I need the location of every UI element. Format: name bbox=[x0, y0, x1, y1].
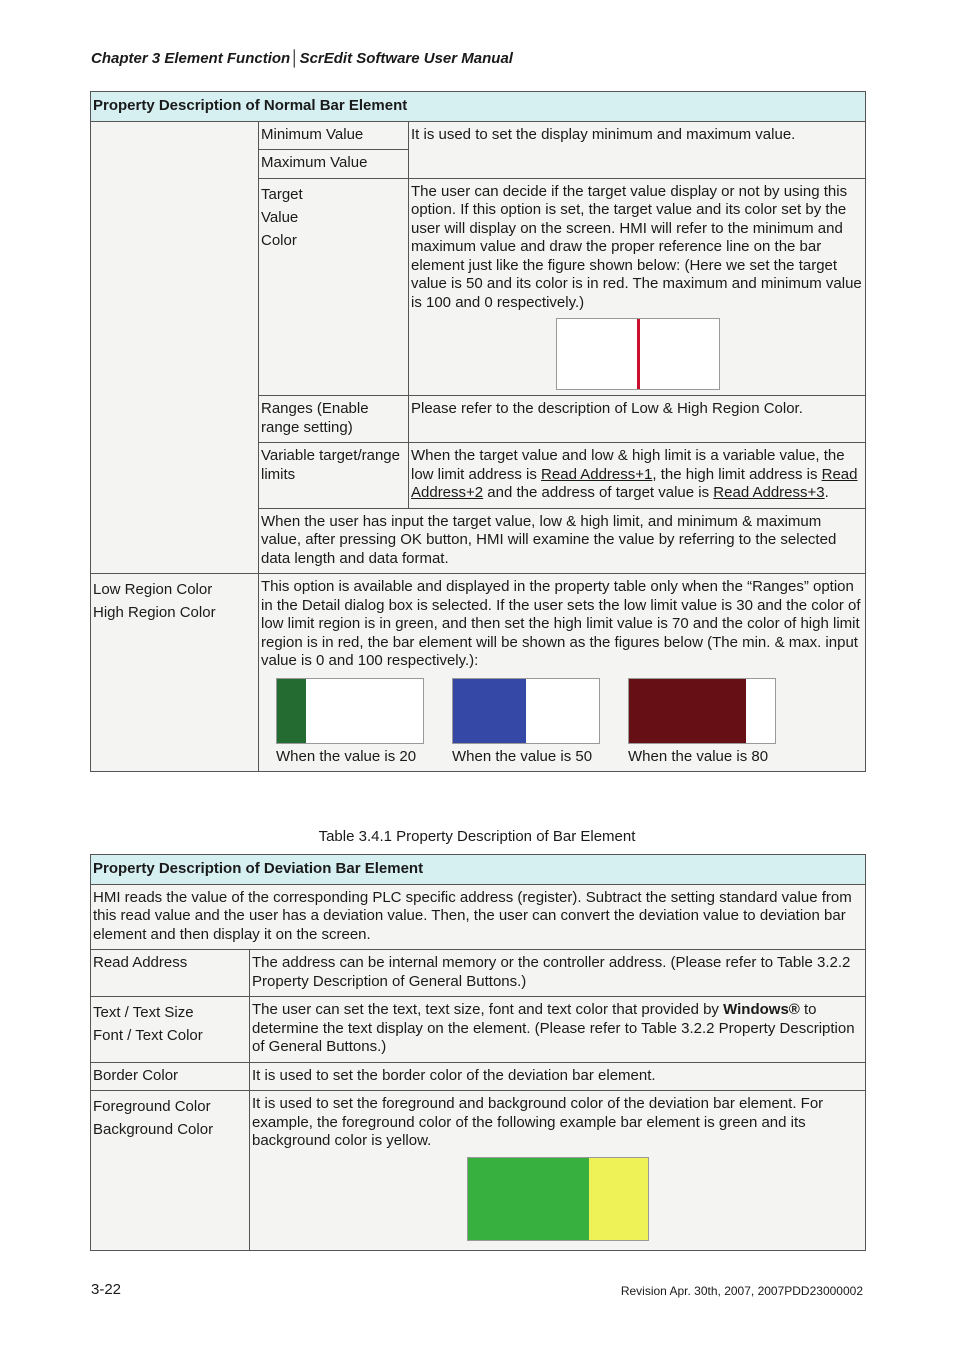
variable-limits-label: Variable target/range limits bbox=[259, 443, 409, 509]
region-example-bar bbox=[276, 678, 424, 744]
text-property-description bbox=[250, 997, 866, 1063]
background-label: Background Color bbox=[93, 1121, 214, 1138]
fg-bg-description-cell bbox=[250, 1091, 866, 1251]
ranges-label: Ranges (Enable range setting) bbox=[259, 396, 409, 443]
deviation-background bbox=[589, 1158, 648, 1240]
region-example bbox=[628, 678, 804, 767]
min-value-label: Minimum Value bbox=[259, 121, 409, 150]
deviation-foreground bbox=[468, 1158, 589, 1240]
table-caption: Table 3.4.1 Property Description of Bar Element bbox=[318, 828, 636, 845]
region-example-label: When the value is 80 bbox=[628, 747, 769, 765]
high-region-label: High Region Color bbox=[93, 604, 216, 621]
read-address-description: The address can be internal memory or the controller address. (Please refer to Table 3.2.2 Property Description of General Buttons.) bbox=[250, 950, 866, 997]
variable-text: When the target value and low & high limit is a variable value, the low limit address is bbox=[411, 447, 845, 483]
deviation-bar-property-table bbox=[90, 854, 866, 1251]
variable-text: . bbox=[824, 484, 829, 501]
ranges-description: Please refer to the description of Low & High Region Color. bbox=[409, 396, 866, 443]
table-title: Property Description of Deviation Bar Element bbox=[91, 855, 866, 885]
region-example-label: When the value is 20 bbox=[276, 747, 417, 765]
font-color-label: Font / Text Color bbox=[93, 1027, 203, 1044]
target-reference-line bbox=[637, 319, 640, 389]
region-description: This option is available and displayed in the property table only when the “Ranges” option in the Detail dialog box is selected. If the user sets the low limit value is 30 and the color of low limit region is in green, and then set the high limit value is 70 and the color of high limit region is in red, the bar element will be shown as the figures below (The min. & max. input value is 0 and 100 respectively.): bbox=[261, 578, 861, 669]
target-example-bar bbox=[556, 318, 720, 390]
deviation-example-bar bbox=[467, 1157, 649, 1241]
empty-property-cell bbox=[91, 121, 259, 574]
windows-brand: Windows® bbox=[723, 1001, 800, 1018]
revision-info: Revision Apr. 30th, 2007, 2007PDD23000002 bbox=[620, 1284, 863, 1298]
region-example bbox=[452, 678, 628, 767]
foreground-label: Foreground Color bbox=[93, 1098, 211, 1115]
region-example-bar bbox=[452, 678, 600, 744]
border-color-description: It is used to set the border color of the deviation bar element. bbox=[250, 1062, 866, 1091]
text-size-label: Text / Text Size bbox=[93, 1004, 194, 1021]
table-title: Property Description of Normal Bar Element bbox=[91, 92, 866, 122]
text-property-labels bbox=[91, 997, 250, 1063]
region-description-cell bbox=[259, 574, 866, 772]
ok-validation-note: When the user has input the target value, low & high limit, and minimum & maximum value, after pressing OK button, HMI will examine the value by referring to the selected data length and data format. bbox=[259, 508, 866, 574]
target-value-color-label bbox=[259, 178, 409, 396]
region-examples bbox=[276, 678, 863, 767]
read-address-label: Read Address bbox=[91, 950, 250, 997]
border-color-label: Border Color bbox=[91, 1062, 250, 1091]
region-color-labels bbox=[91, 574, 259, 772]
region-fill bbox=[453, 679, 526, 743]
target-description-cell bbox=[409, 178, 866, 396]
fg-bg-description: It is used to set the foreground and background color of the deviation bar element. For example, the foreground color of the following example bar element is green and its background color is yellow. bbox=[252, 1095, 824, 1149]
page-header: Chapter 3 Element Function│ScrEdit Software User Manual bbox=[91, 50, 513, 67]
page-number: 3-22 bbox=[91, 1281, 122, 1298]
region-fill bbox=[277, 679, 306, 743]
target-label-line: Value bbox=[261, 208, 299, 226]
region-fill bbox=[629, 679, 746, 743]
region-example-label: When the value is 50 bbox=[452, 747, 593, 765]
target-description: The user can decide if the target value display or not by using this option. If this option is set, the target value and its color set by the user will display on the screen. HMI will refer to the minimum and maximum value and draw the proper reference line on the bar element just like the figure shown below: (Here we set the target value is 50 and its color is in red. The maximum and minimum value is 100 and 0 respectively.) bbox=[411, 182, 862, 311]
max-value-label: Maximum Value bbox=[259, 150, 409, 179]
variable-limits-description bbox=[409, 443, 866, 509]
read-address-3-ref: Read Address+3 bbox=[713, 484, 825, 501]
read-address-1-ref: Read Address+1 bbox=[541, 465, 653, 483]
text-desc: The user can set the text, text size, font and text color that provided by bbox=[252, 1001, 724, 1018]
region-example-bar bbox=[628, 678, 776, 744]
deviation-intro: HMI reads the value of the corresponding PLC specific address (register). Subtract the setting standard value from this read value and the user has a deviation value. Then, the user can convert the deviation value to deviation bar element and then display it on the screen. bbox=[91, 884, 866, 950]
read-address-2-ref: Read Address+2 bbox=[411, 465, 858, 501]
region-example bbox=[276, 678, 452, 767]
target-label-line: Target bbox=[261, 185, 303, 203]
text-desc: to determine the text display on the element. (Please refer to Table 3.2.2 Property Description of General Buttons.) bbox=[252, 1001, 855, 1055]
variable-text: , the high limit address is bbox=[652, 465, 822, 483]
fg-bg-labels bbox=[91, 1091, 250, 1251]
variable-text: and the address of target value is bbox=[483, 484, 714, 501]
minmax-description: It is used to set the display minimum and maximum value. bbox=[409, 121, 866, 178]
normal-bar-property-table bbox=[90, 91, 866, 772]
low-region-label: Low Region Color bbox=[93, 581, 213, 598]
target-label-line: Color bbox=[261, 231, 297, 249]
